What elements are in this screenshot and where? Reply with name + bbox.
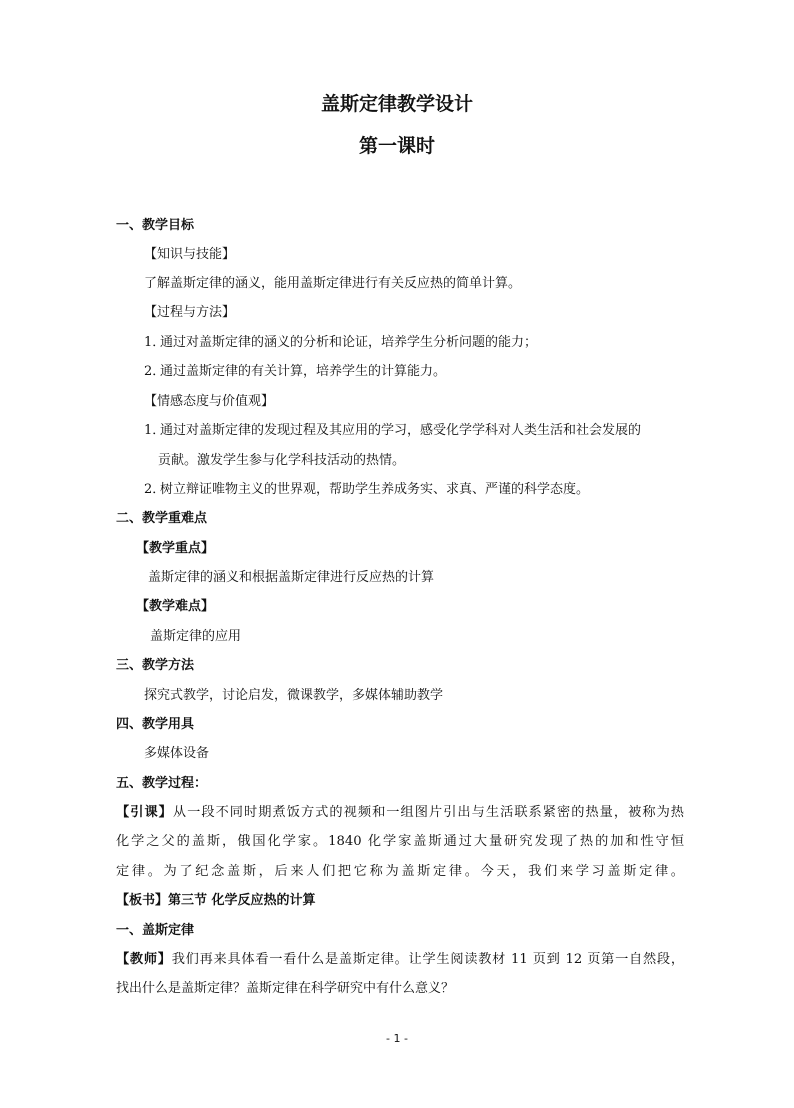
list-item-text: 通过盖斯定律的有关计算，培养学生的计算能力。 (160, 364, 447, 379)
methods-text: 探究式教学，讨论启发，微课教学，多媒体辅助教学 (144, 688, 444, 703)
intro-text: 从一段不同时期煮饭方式的视频和一组图片引出与生活联系紧密的热量，被称为热 (172, 805, 684, 820)
intro-paragraph-line-2: 化学之父的盖斯，俄国化学家。1840 化学家盖斯通过大量研究发现了热的加和性守恒 (116, 834, 684, 849)
page-number: - 1 - (386, 1032, 408, 1045)
teacher-label: 【教师】 (116, 952, 172, 967)
emotion-item-2 (144, 480, 589, 500)
key-point-text: 盖斯定律的涵义和根据盖斯定律进行反应热的计算 (148, 570, 435, 585)
emotion-label: 【情感态度与价值观】 (144, 394, 275, 409)
intro-label: 【引课】 (116, 805, 173, 820)
list-number: 2． (144, 364, 166, 379)
document-subtitle: 第一课时 (358, 135, 435, 157)
subsection-heading-hess-law: 一、盖斯定律 (116, 923, 195, 938)
section-heading-methods: 三、教学方法 (116, 658, 195, 673)
list-item-text: 树立辩证唯物主义的世界观，帮助学生养成务实、求真、严谨的科学态度。 (160, 482, 590, 497)
teacher-paragraph-line-1 (116, 950, 684, 970)
list-item-text: 通过对盖斯定律的涵义的分析和论证，培养学生分析问题的能力； (160, 335, 538, 350)
knowledge-label: 【知识与技能】 (144, 247, 236, 262)
emotion-item-1-line-1 (144, 421, 641, 441)
section-heading-tools: 四、教学用具 (116, 717, 195, 732)
list-number: 2． (144, 482, 166, 497)
process-item-1 (144, 333, 537, 353)
teacher-paragraph-line-2: 找出什么是盖斯定律？盖斯定律在科学研究中有什么意义？ (116, 981, 455, 996)
section-heading-process: 五、教学过程： (116, 776, 208, 791)
key-point-label: 【教学重点】 (136, 541, 215, 556)
teacher-text: 我们再来具体看一看什么是盖斯定律。让学生阅读教材 11 页到 12 页第一自然段， (171, 952, 685, 967)
intro-paragraph-line-3: 定律。为了纪念盖斯，后来人们把它称为盖斯定律。今天，我们来学习盖斯定律。 (116, 864, 684, 879)
board-line (116, 891, 316, 911)
process-label: 【过程与方法】 (144, 305, 236, 320)
intro-paragraph-line-1 (116, 803, 684, 823)
list-number: 1． (144, 335, 166, 350)
knowledge-text: 了解盖斯定律的涵义，能用盖斯定律进行有关反应热的简单计算。 (144, 276, 522, 291)
difficult-point-text: 盖斯定律的应用 (150, 629, 242, 644)
difficult-point-label: 【教学难点】 (136, 599, 215, 614)
section-heading-key-points: 二、教学重难点 (116, 511, 208, 526)
list-number: 1． (144, 423, 166, 438)
board-label: 【板书】 (116, 893, 169, 908)
tools-text: 多媒体设备 (144, 746, 210, 761)
list-item-text: 通过对盖斯定律的发现过程及其应用的学习，感受化学学科对人类生活和社会发展的 (160, 423, 642, 438)
board-text: 第三节 化学反应热的计算 (168, 893, 316, 908)
section-heading-objectives: 一、教学目标 (116, 218, 195, 233)
emotion-item-1-line-2: 贡献。激发学生参与化学科技活动的热情。 (158, 453, 406, 468)
document-title: 盖斯定律教学设计 (320, 93, 473, 115)
process-item-2 (144, 362, 446, 382)
